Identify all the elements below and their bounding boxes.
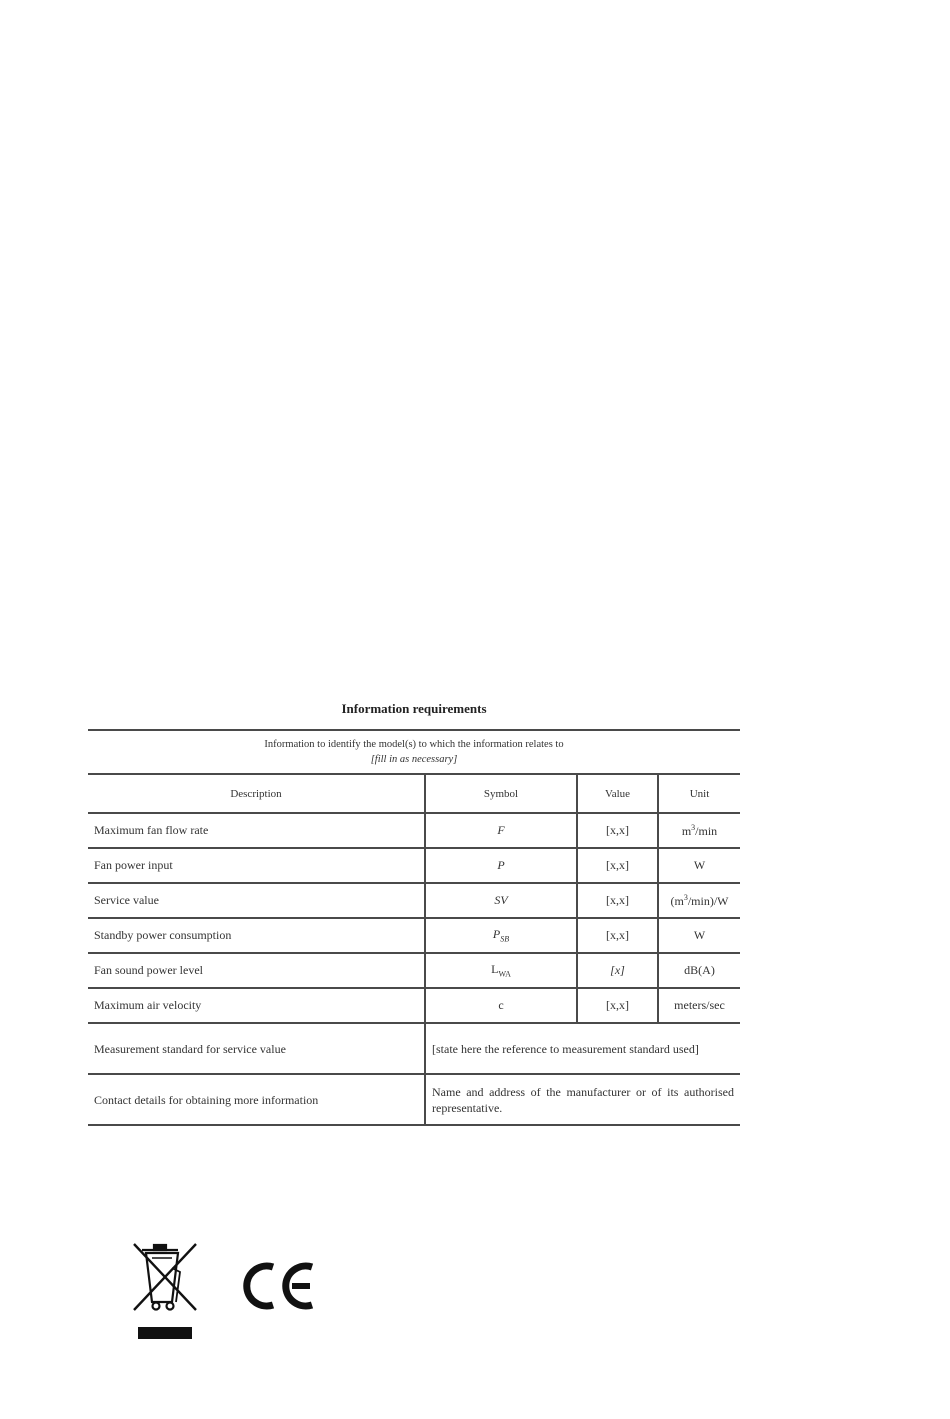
symbol-base: L [491,962,499,977]
symbol-subscript: WA [498,969,511,979]
row-symbol: SV [425,883,577,918]
row-description: Service value [88,883,425,918]
row-text: Name and address of the manufacturer or of its authorised representative. [425,1074,740,1125]
row-symbol [425,918,577,953]
symbol-base: P [492,927,501,942]
row-description: Maximum fan flow rate [88,813,425,848]
table-text-row [88,1074,740,1125]
unit-rest: /min [695,823,718,838]
row-symbol: F [425,813,577,848]
unit-superscript: 3 [683,892,688,902]
table-row [88,918,740,953]
header-value: Value [577,774,658,813]
information-requirements-table [88,729,740,1126]
unit-rest: /min)/W [687,893,729,908]
row-text: [state here the reference to measurement standard used] [425,1023,740,1074]
table-caption-row [88,730,740,774]
row-value: [x,x] [577,848,658,883]
row-symbol: P [425,848,577,883]
table-row [88,813,740,848]
table-header-row [88,774,740,813]
ce-mark-icon [242,1260,318,1312]
caption-line: Information to identify the model(s) to which the information relates to [264,739,564,750]
table-row [88,988,740,1023]
unit-superscript: 3 [691,822,696,832]
row-value: [x,x] [577,988,658,1023]
table-text-row [88,1023,740,1074]
row-symbol: c [425,988,577,1023]
row-unit: dB(A) [658,953,740,988]
row-value: [x] [577,953,658,988]
row-value: [x,x] [577,918,658,953]
row-symbol [425,953,577,988]
row-description: Maximum air velocity [88,988,425,1023]
unit-base: (m [670,893,684,908]
table-row [88,848,740,883]
row-unit [658,813,740,848]
row-description: Measurement standard for service value [88,1023,425,1074]
table-title: Information requirements [341,701,487,716]
header-unit: Unit [658,774,740,813]
row-description: Contact details for obtaining more information [88,1074,425,1125]
conformity-marks [128,1238,328,1348]
caption-note: [fill in as necessary] [370,754,458,765]
symbol-subscript: SB [500,934,510,944]
row-unit: W [658,848,740,883]
row-description: Standby power consumption [88,918,425,953]
header-description: Description [88,774,425,813]
header-symbol: Symbol [425,774,577,813]
table-caption [88,730,740,774]
row-unit: meters/sec [658,988,740,1023]
row-unit [658,883,740,918]
table-row [88,953,740,988]
row-value: [x,x] [577,813,658,848]
unit-base: m [681,823,692,838]
table-row [88,883,740,918]
row-description: Fan sound power level [88,953,425,988]
row-description: Fan power input [88,848,425,883]
row-unit: W [658,918,740,953]
row-value: [x,x] [577,883,658,918]
